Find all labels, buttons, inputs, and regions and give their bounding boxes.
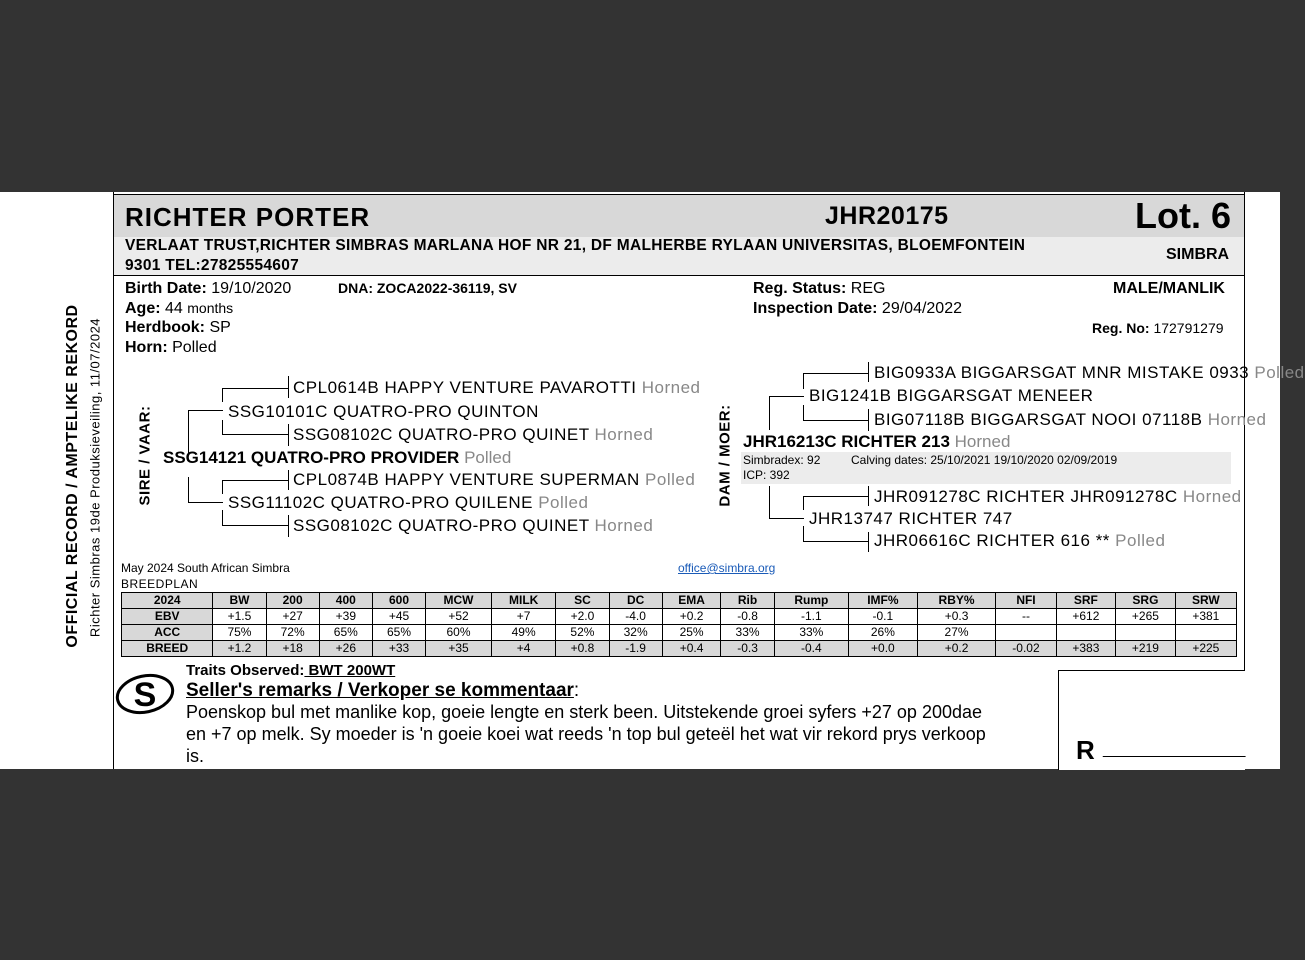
sire-sire-dam: SSG08102C QUATRO-PRO QUINET Horned [293,425,654,444]
ebv-row: EBV +1.5 +27 +39 +45 +52 +7 +2.0 -4.0 +0.2 -0.8 -1.1 -0.1 +0.3 -- +612 +265 +381 [122,609,1237,625]
horn-status: Horn: Polled [125,339,217,356]
acc-row: ACC 75% 72% 65% 65% 60% 49% 52% 32% 25% 33% 33% 26% 27% [122,625,1237,641]
owner-address-line1: VERLAAT TRUST,RICHTER SIMBRAS MARLANA HOF NR 21, DF MALHERBE RYLAAN UNIVERSITAS, BLOEMFONTEIN [125,237,1026,254]
price-currency: R [1076,735,1095,765]
breedplan-label: BREEDPLAN [121,577,199,591]
dam-label: DAM / MOER: [716,404,734,507]
reg-status: Reg. Status: REG [753,280,886,297]
sale-name-label: Richter Simbras 19de Produksieveiling, 11/07/2024 [87,317,103,638]
breed-name: SIMBRA [1166,246,1230,263]
sire-sire-sire: CPL0614B HAPPY VENTURE PAVAROTTI Horned [293,378,701,397]
dam-sire: BIG1241B BIGGARSGAT MENEER [809,386,1094,405]
dam: JHR16213C RICHTER 213 Horned [743,432,1011,451]
official-record-label: OFFICIAL RECORD / AMPTELIKE REKORD [64,304,81,648]
lot-number: Lot. 6 [1135,195,1231,236]
ebv-table [121,592,1237,657]
traits-observed: Traits Observed: BWT 200WT [186,662,396,679]
sire-label: SIRE / VAAR: [136,405,154,506]
reg-number: Reg. No: 172791279 [1092,320,1224,336]
sire: SSG14121 QUATRO-PRO PROVIDER Polled [163,448,512,467]
sire-dam-dam: SSG08102C QUATRO-PRO QUINET Horned [293,516,654,535]
email-link[interactable]: office@simbra.org [678,561,776,575]
lot-card [0,192,1305,769]
simbra-logo-icon [113,668,177,720]
animal-name: RICHTER PORTER [125,202,371,232]
dam-icp: ICP: 392 [743,468,790,482]
breed-avg-row: BREED +1.2 +18 +26 +33 +35 +4 +0.8 -1.9 +0.4 -0.3 -0.4 +0.0 +0.2 -0.02 +383 +219 +225 [122,641,1237,657]
sire-sire: SSG10101C QUATRO-PRO QUINTON [228,402,539,421]
frame-right [1244,192,1245,671]
age: Age: 44 months [125,300,234,317]
herdbook: Herdbook: SP [125,319,231,336]
remarks-title: Seller's remarks / Verkoper se kommentaar: [186,680,580,701]
remarks-line3: is. [186,746,204,766]
owner-address-line2: 9301 TEL:27825554607 [125,257,300,274]
dam-dam: JHR13747 RICHTER 747 [809,509,1013,528]
animal-id: JHR20175 [825,202,949,230]
ebv-source: May 2024 South African Simbra [121,561,290,575]
simbra-logo-letter: S [133,676,157,714]
dam-calving-dates: Calving dates: 25/10/2021 19/10/2020 02/09/2019 [851,453,1118,467]
dam-dam-dam: JHR06616C RICHTER 616 ** Polled [874,531,1166,550]
sire-bracket-bottom [188,477,189,502]
price-blank[interactable]: ________________ [1103,741,1246,758]
dam-sire-sire: BIG0933A BIGGARSGAT MNR MISTAKE 0933 Polled [874,363,1305,382]
inspection-date: Inspection Date: 29/04/2022 [753,300,962,317]
dam-dam-sire: JHR091278C RICHTER JHR091278C Horned [874,487,1242,506]
dam-performance-box [741,452,1231,484]
header-bar [114,194,1244,238]
sire-dam-sire: CPL0874B HAPPY VENTURE SUPERMAN Polled [293,470,696,489]
birth-date: Birth Date: 19/10/2020 [125,280,292,297]
dna-info: DNA: ZOCA2022-36119, SV [338,280,517,296]
owner-bar [114,237,1244,276]
remarks-line2: en +7 op melk. Sy moeder is 'n goeie koei wat reeds 'n top bul geteël het wat vir rekord prys verkoop [186,724,986,744]
remarks-line1: Poenskop bul met manlike kop, goeie lengte en sterk been. Uitstekende groei syfers +27 op 200dae [186,702,983,722]
dam-simbradex: Simbradex: 92 [743,453,821,467]
dam-sire-dam: BIG07118B BIGGARSGAT NOOI 07118B Horned [874,410,1267,429]
sire-dam: SSG11102C QUATRO-PRO QUILENE Polled [228,493,589,512]
ebv-header-row: 2024 BW 200 400 600 MCW MILK SC DC EMA Rib Rump IMF% RBY% NFI SRF SRG SRW [122,593,1237,609]
price-box [1058,670,1245,770]
sex: MALE/MANLIK [1113,280,1225,297]
